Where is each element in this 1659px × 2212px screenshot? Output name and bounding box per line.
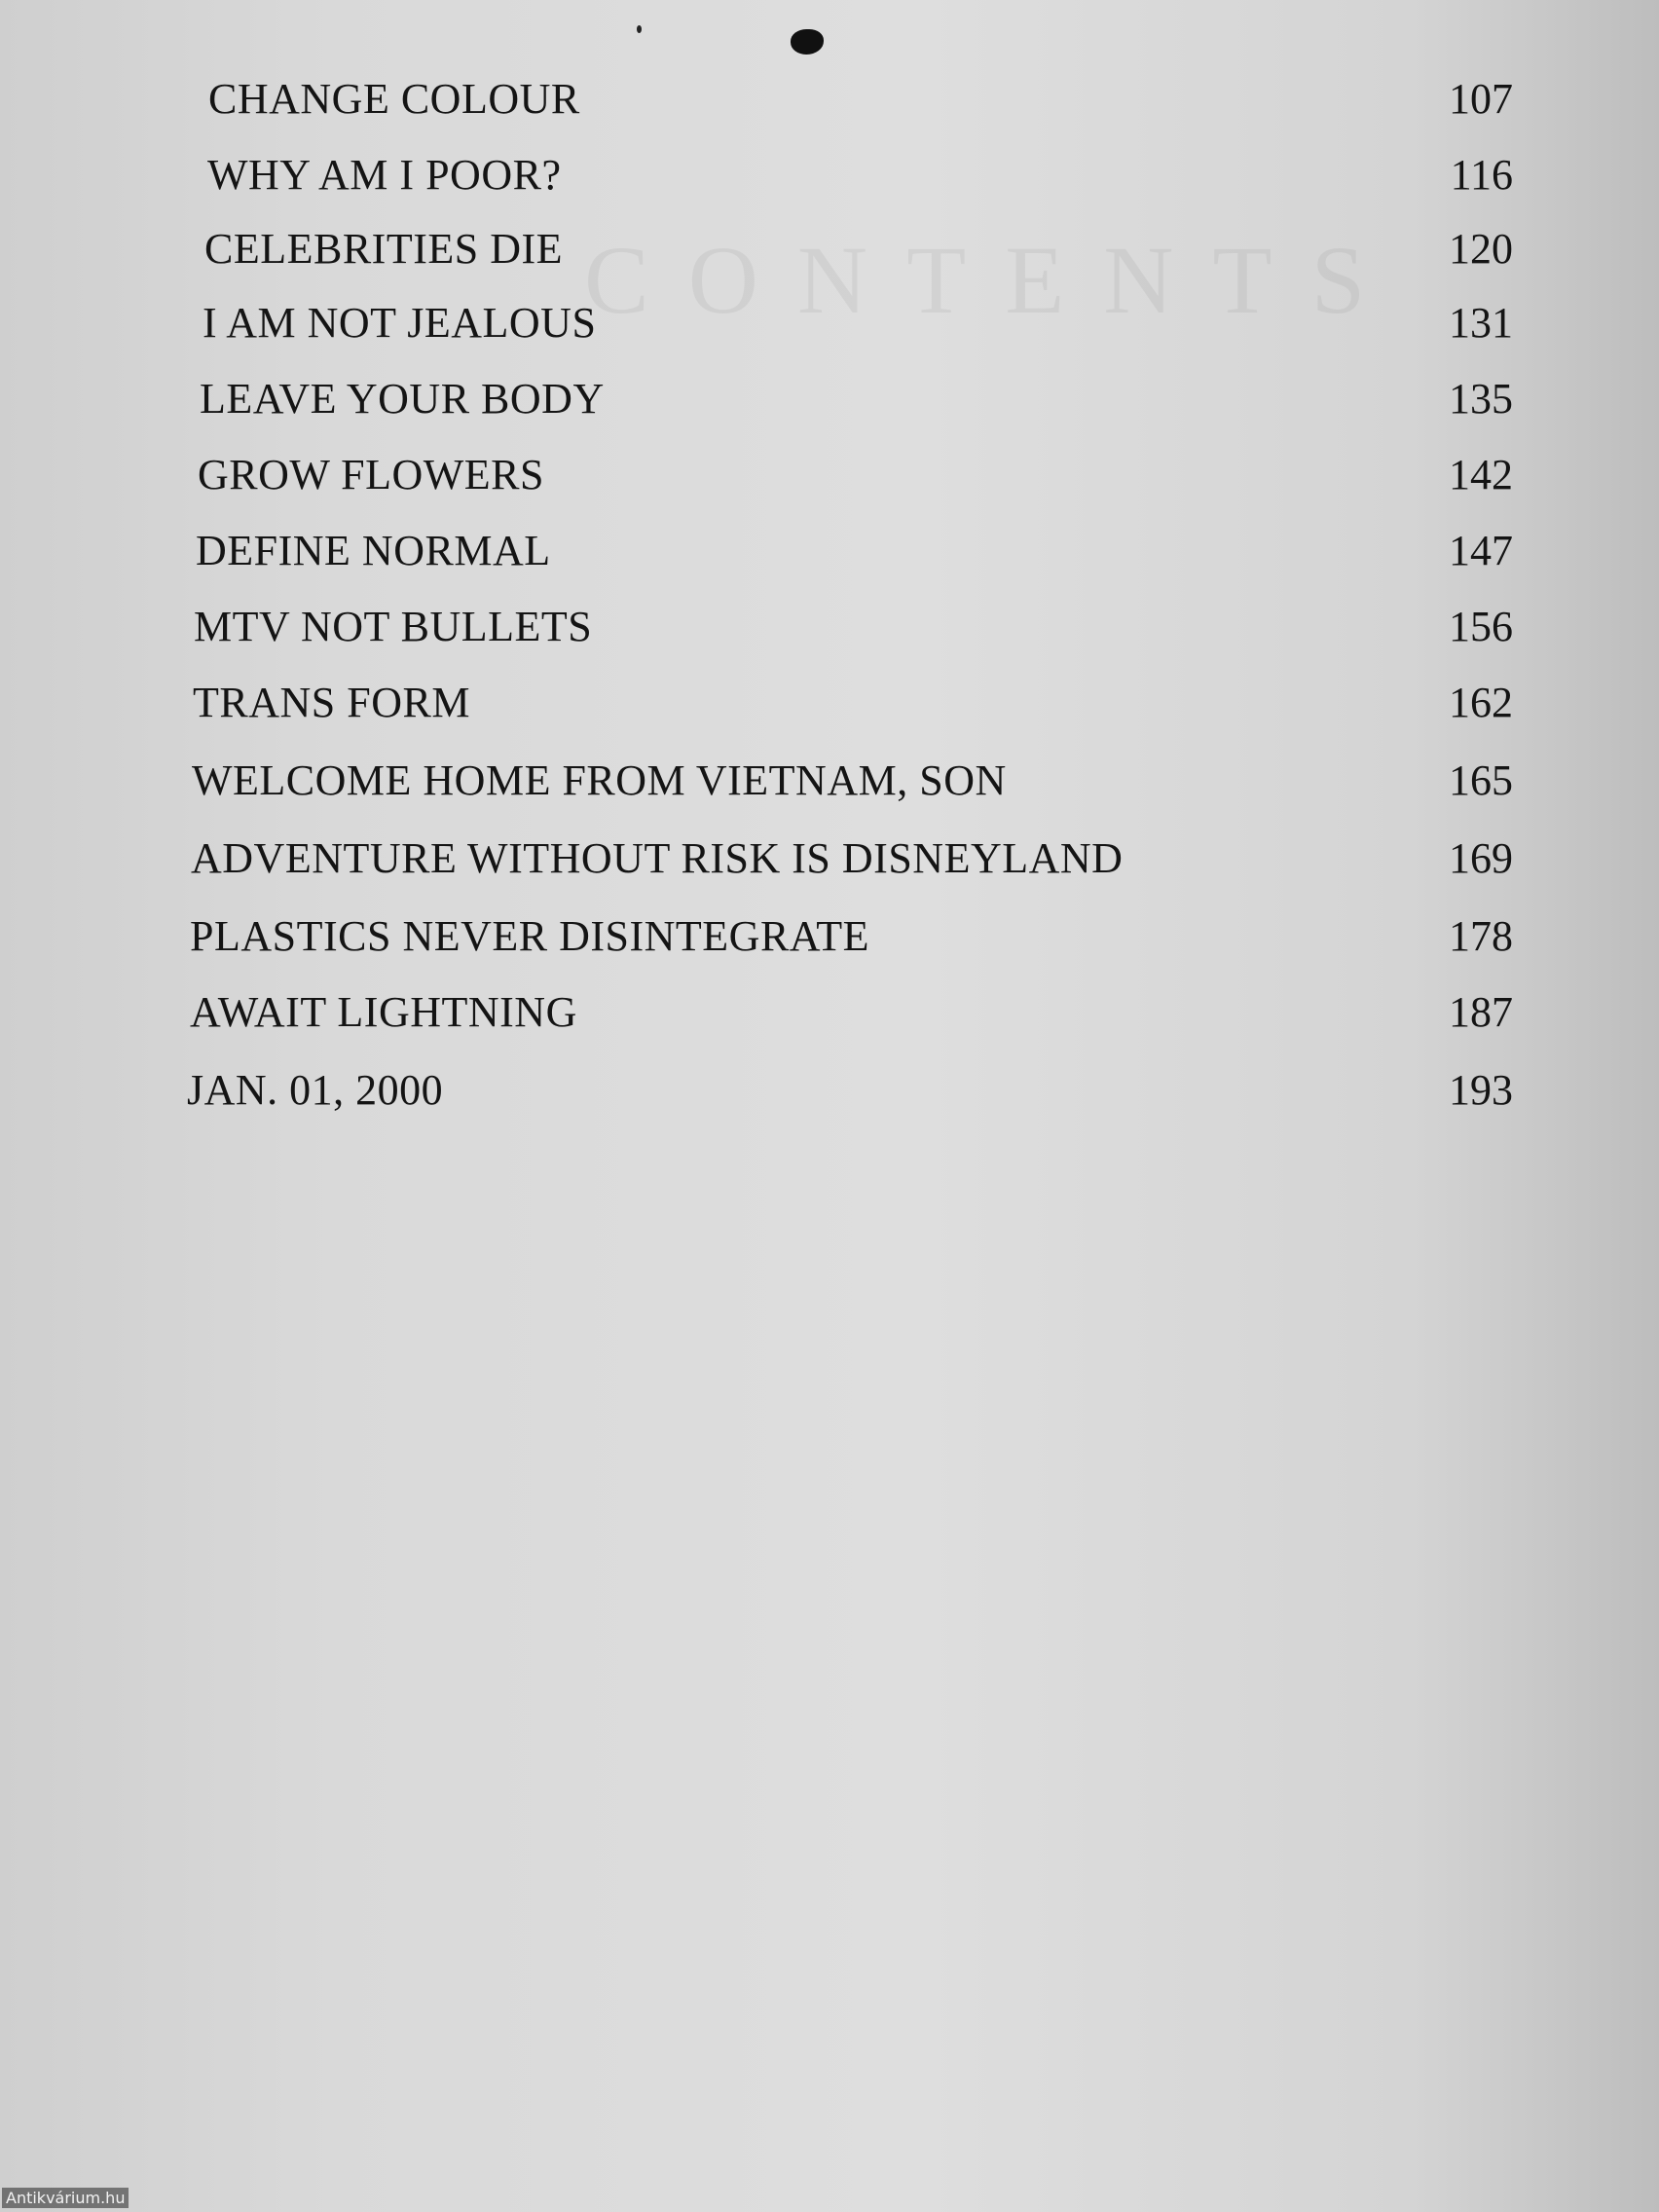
toc-row	[0, 598, 1659, 656]
watermark: Antikvárium.hu	[2, 2188, 129, 2208]
toc-entry-page: 156	[1449, 603, 1513, 650]
toc-row	[0, 1061, 1659, 1120]
toc-entry-page: 131	[1449, 299, 1513, 347]
toc-row	[0, 70, 1659, 129]
toc-row	[0, 294, 1659, 352]
toc-entry-title: CELEBRITIES DIE	[204, 225, 564, 273]
toc-row	[0, 146, 1659, 204]
toc-entry-title: MTV NOT BULLETS	[194, 603, 593, 650]
toc-row	[0, 522, 1659, 580]
toc-entry-title: DEFINE NORMAL	[196, 527, 551, 574]
show-through-heading: CONTENTS	[584, 226, 1405, 334]
toc-entry-title: JAN. 01, 2000	[187, 1066, 444, 1114]
toc-entry-title: I AM NOT JEALOUS	[203, 299, 597, 347]
toc-entry-title: WHY AM I POOR?	[207, 151, 562, 199]
toc-row	[0, 752, 1659, 810]
toc-entry-page: 193	[1449, 1066, 1513, 1114]
toc-entry-page: 162	[1449, 679, 1513, 726]
toc-row	[0, 220, 1659, 278]
toc-entry-title: TRANS FORM	[193, 679, 470, 726]
toc-entry-page: 169	[1449, 834, 1513, 882]
toc-row	[0, 907, 1659, 966]
toc-entry-page: 165	[1449, 756, 1513, 804]
toc-entry-title: LEAVE YOUR BODY	[200, 375, 605, 423]
toc-row	[0, 983, 1659, 1042]
toc-entry-page: 107	[1449, 75, 1513, 123]
toc-entry-title: PLASTICS NEVER DISINTEGRATE	[190, 912, 869, 960]
toc-row	[0, 830, 1659, 888]
toc-entry-title: GROW FLOWERS	[198, 451, 544, 498]
toc-entry-title: CHANGE COLOUR	[208, 75, 580, 123]
toc-entry-title: ADVENTURE WITHOUT RISK IS DISNEYLAND	[191, 834, 1124, 882]
toc-entry-page: 120	[1449, 225, 1513, 273]
ink-dot	[637, 25, 642, 33]
toc-entry-title: AWAIT LIGHTNING	[190, 988, 577, 1036]
toc-entry-page: 142	[1449, 451, 1513, 498]
toc-entry-page: 147	[1449, 527, 1513, 574]
toc-entry-page: 135	[1449, 375, 1513, 423]
toc-entry-page: 178	[1449, 912, 1513, 960]
toc-entry-title: WELCOME HOME FROM VIETNAM, SON	[192, 756, 1007, 804]
toc-row	[0, 446, 1659, 504]
toc-row	[0, 674, 1659, 732]
toc-entry-page: 116	[1450, 151, 1513, 199]
toc-entry-page: 187	[1449, 988, 1513, 1036]
ink-spot	[791, 29, 824, 55]
toc-row	[0, 370, 1659, 428]
